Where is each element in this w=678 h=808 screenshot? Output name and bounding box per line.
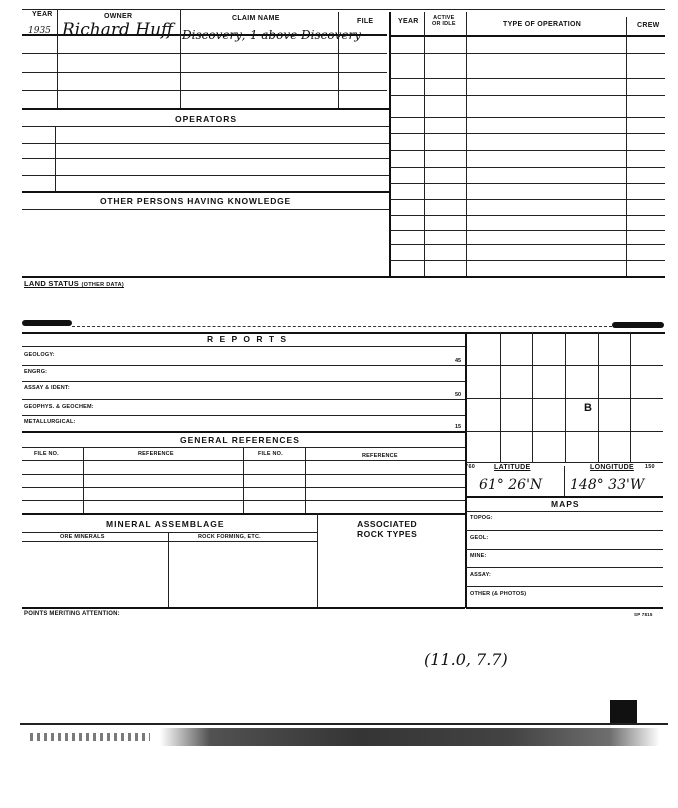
divider [55, 126, 56, 191]
points-meriting-label: POINTS MERITING ATTENTION: [24, 611, 120, 617]
grid-line [466, 431, 663, 432]
divider [168, 532, 169, 608]
mineral-assemblage-heading: MINERAL ASSEMBLAGE [106, 519, 225, 529]
owner-header: OWNER [104, 13, 133, 20]
row-line [466, 530, 663, 531]
longitude-label: LONGITUDE [590, 464, 634, 471]
report-assay-num: 50 [455, 392, 462, 398]
row-line [390, 215, 665, 216]
row-line [22, 532, 317, 533]
row-line [22, 126, 389, 127]
row-line [22, 158, 389, 159]
row-line [390, 260, 665, 261]
row-line [22, 90, 387, 91]
tear-line [72, 326, 612, 327]
divider [57, 34, 58, 108]
scan-noise [30, 733, 150, 741]
latitude-value: 61° 26'N [479, 477, 543, 493]
row-line [390, 244, 665, 245]
maps-topog: TOPOG: [470, 515, 493, 521]
ref-reference-1: REFERENCE [138, 451, 174, 457]
latitude-label: LATITUDE [494, 464, 531, 471]
divider [317, 513, 318, 608]
reports-top-border [22, 332, 665, 334]
row-line [22, 381, 465, 382]
scan-smudge [612, 322, 664, 328]
divider [180, 34, 181, 108]
form-number: SP 7815 [634, 612, 653, 617]
row-line [390, 133, 665, 134]
claim-name-header: CLAIM NAME [232, 15, 280, 22]
row-line [390, 150, 665, 151]
file-header: FILE [357, 18, 374, 25]
report-geology-num: 45 [455, 358, 462, 364]
land-status-label: LAND STATUS (OTHER DATA) [24, 279, 124, 288]
grid-line [598, 332, 599, 462]
entry-owner: Richard Huff [62, 20, 174, 40]
divider [338, 34, 339, 108]
active-idle-header: ACTIVE OR IDLE [432, 15, 456, 27]
row-line [390, 199, 665, 200]
main-vertical-divider [389, 12, 391, 276]
row-line [22, 431, 465, 433]
row-line [22, 191, 389, 193]
grid-line [466, 462, 663, 463]
row-line [390, 78, 665, 79]
divider [243, 447, 244, 513]
row-line [22, 143, 389, 144]
maps-geol: GEOL: [470, 535, 489, 541]
year2-header: YEAR [398, 18, 419, 25]
other-persons-heading: OTHER PERSONS HAVING KNOWLEDGE [100, 196, 292, 206]
maps-assay: ASSAY: [470, 572, 492, 578]
grid-line [630, 332, 631, 462]
handwritten-id: (11.0, 7.7) [424, 650, 508, 669]
crew-header: CREW [637, 22, 660, 29]
row-line [466, 496, 663, 498]
row-line [22, 175, 389, 176]
row-line [390, 183, 665, 184]
rock-forming-header: ROCK FORMING, ETC. [198, 534, 261, 540]
divider [424, 12, 425, 276]
row-line [466, 607, 663, 609]
map-letter: B [584, 402, 593, 414]
report-engrg-label: ENGRG: [24, 369, 48, 375]
grid-line [532, 332, 533, 462]
entry-year: 1935 [28, 26, 51, 36]
divider [180, 9, 181, 34]
scan-noise [160, 728, 660, 746]
maps-mine: MINE: [470, 553, 487, 559]
top-table-bottom [22, 276, 665, 278]
scan-marker [610, 700, 637, 725]
row-line [390, 53, 665, 54]
ref-reference-2: REFERENCE [362, 453, 398, 459]
ore-minerals-header: ORE MINERALS [60, 534, 105, 540]
row-line [466, 567, 663, 568]
lon-suffix: 150 [645, 464, 655, 470]
row-line [22, 209, 389, 210]
maps-other: OTHER (& PHOTOS) [470, 591, 527, 597]
row-line [22, 53, 387, 54]
ref-file-no-1: FILE NO. [34, 451, 59, 457]
divider [83, 447, 84, 513]
report-metallurgical-label: METALLURGICAL: [24, 419, 76, 425]
row-line [466, 549, 663, 550]
row-line [22, 541, 317, 542]
grid-line [565, 332, 566, 462]
row-line [390, 230, 665, 231]
row-line [390, 95, 665, 96]
operators-heading: OPERATORS [175, 114, 238, 124]
divider [466, 12, 467, 276]
maps-heading: MAPS [551, 499, 580, 509]
general-references-heading: GENERAL REFERENCES [180, 435, 300, 445]
divider [626, 17, 627, 277]
type-of-operation-header: TYPE OF OPERATION [503, 21, 582, 28]
row-line [22, 72, 387, 73]
divider [305, 447, 306, 513]
header-underline-right [390, 35, 665, 37]
grid-line [466, 365, 663, 366]
top-border [22, 9, 665, 10]
divider [57, 9, 58, 34]
report-geophys-label: GEOPHYS. & GEOCHEM: [24, 404, 94, 410]
row-line [22, 346, 465, 347]
grid-line [500, 332, 501, 462]
grid-line [466, 398, 663, 399]
divider [564, 466, 565, 496]
row-line [22, 513, 465, 515]
row-line [22, 365, 465, 366]
row-line [22, 108, 389, 110]
row-line [466, 511, 663, 512]
row-line [390, 117, 665, 118]
row-line [22, 399, 465, 400]
reports-heading: R E P O R T S [207, 334, 289, 344]
report-metallurgical-num: 15 [455, 424, 462, 430]
row-line [466, 586, 663, 587]
scan-smudge [22, 320, 72, 326]
report-assay-label: ASSAY & IDENT: [24, 385, 70, 391]
longitude-value: 148° 33'W [570, 477, 645, 493]
lat-prefix: '60 [467, 464, 476, 470]
row-line [22, 415, 465, 416]
report-geology-label: GEOLOGY: [24, 352, 55, 358]
row-line [22, 607, 465, 609]
associated-rock-types-heading: ASSOCIATED ROCK TYPES [357, 519, 418, 539]
year-header: YEAR [32, 11, 53, 18]
scan-edge [20, 723, 668, 725]
entry-claim: Discovery; 1 above Discovery [182, 28, 361, 42]
ref-file-no-2: FILE NO. [258, 451, 283, 457]
row-line [390, 167, 665, 168]
